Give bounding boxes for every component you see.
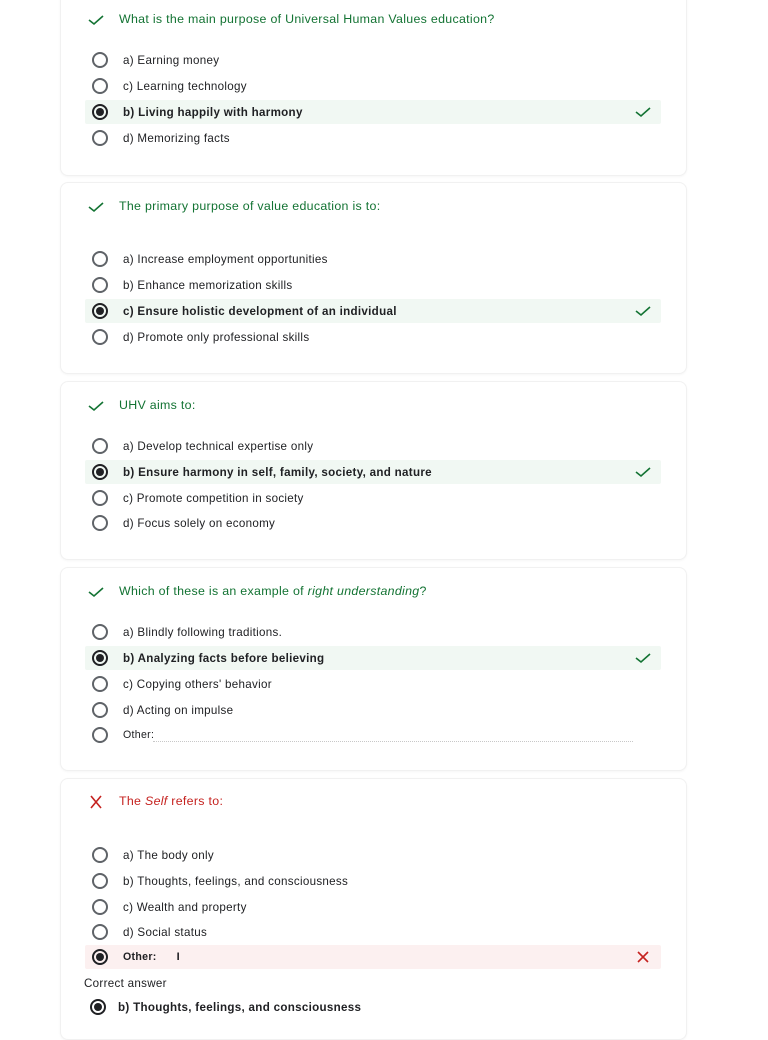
correct-check-icon: [87, 200, 105, 214]
option-radio[interactable]: [85, 869, 661, 893]
question-card: [60, 778, 687, 1040]
radio-button[interactable]: [92, 438, 108, 454]
radio-button[interactable]: [92, 727, 108, 743]
option-label: d) Social status: [123, 925, 208, 939]
question-title: What is the main purpose of Universal Human Values education?: [119, 12, 495, 26]
option-radio-other-selected[interactable]: [85, 945, 661, 969]
incorrect-x-icon: [635, 950, 651, 964]
radio-button[interactable]: [92, 899, 108, 915]
correct-check-icon: [87, 399, 105, 413]
radio-button[interactable]: [92, 676, 108, 692]
option-label: a) Blindly following traditions.: [123, 625, 283, 639]
option-label: b) Analyzing facts before believing: [123, 651, 325, 665]
other-text-input[interactable]: [153, 741, 633, 742]
radio-button[interactable]: [92, 329, 108, 345]
radio-button-selected[interactable]: [92, 104, 108, 120]
question-card: [60, 0, 687, 176]
option-radio[interactable]: [85, 620, 661, 644]
correct-check-icon: [87, 13, 105, 27]
radio-button-selected[interactable]: [92, 303, 108, 319]
question-title-text: Which of these is an example of: [119, 584, 308, 598]
option-radio[interactable]: [85, 920, 661, 944]
option-label: b) Ensure harmony in self, family, society, and nature: [123, 465, 432, 479]
option-radio[interactable]: [85, 895, 661, 919]
option-label: b) Thoughts, feelings, and consciousness: [123, 874, 349, 888]
radio-button[interactable]: [92, 515, 108, 531]
radio-button[interactable]: [92, 924, 108, 940]
option-radio[interactable]: [85, 247, 661, 271]
option-label: a) Increase employment opportunities: [123, 252, 328, 266]
question-title-text: ?: [419, 584, 427, 598]
option-radio[interactable]: [85, 273, 661, 297]
option-label: d) Promote only professional skills: [123, 330, 310, 344]
question-title-text: The: [119, 794, 145, 808]
option-radio[interactable]: [85, 672, 661, 696]
correct-check-icon: [87, 585, 105, 599]
radio-button[interactable]: [92, 702, 108, 718]
option-label: c) Learning technology: [123, 79, 247, 93]
radio-button[interactable]: [92, 78, 108, 94]
question-title: [119, 584, 427, 598]
incorrect-x-icon: [87, 795, 105, 809]
correct-check-icon: [635, 465, 651, 479]
radio-button[interactable]: [92, 624, 108, 640]
option-label: b) Living happily with harmony: [123, 105, 303, 119]
option-radio[interactable]: [85, 486, 661, 510]
option-radio-selected[interactable]: [85, 100, 661, 124]
option-label: a) The body only: [123, 848, 214, 862]
radio-button-selected: [90, 999, 106, 1015]
option-label: c) Copying others' behavior: [123, 677, 272, 691]
option-label: b) Enhance memorization skills: [123, 278, 293, 292]
radio-button-selected[interactable]: [92, 650, 108, 666]
option-label: b) Thoughts, feelings, and consciousness: [118, 1000, 362, 1014]
question-card: [60, 381, 687, 560]
radio-button[interactable]: [92, 52, 108, 68]
correct-check-icon: [635, 105, 651, 119]
option-radio[interactable]: [85, 843, 661, 867]
option-radio[interactable]: [85, 126, 661, 150]
option-radio[interactable]: [85, 511, 661, 535]
radio-button[interactable]: [92, 130, 108, 146]
radio-button[interactable]: [92, 873, 108, 889]
question-card: [60, 567, 687, 771]
question-title-emphasis: right understanding: [307, 584, 420, 598]
question-title: The primary purpose of value education is to:: [119, 199, 381, 213]
option-label: Other:: [123, 729, 155, 741]
radio-button[interactable]: [92, 490, 108, 506]
question-card: [60, 182, 687, 374]
radio-button[interactable]: [92, 847, 108, 863]
radio-button[interactable]: [92, 251, 108, 267]
option-radio-selected[interactable]: [85, 299, 661, 323]
radio-button-selected[interactable]: [92, 464, 108, 480]
correct-check-icon: [635, 651, 651, 665]
correct-answer-heading: Correct answer: [84, 977, 167, 990]
radio-button[interactable]: [92, 277, 108, 293]
option-radio-other[interactable]: [85, 723, 661, 747]
question-title-text: refers to:: [167, 794, 224, 808]
option-radio-selected[interactable]: [85, 646, 661, 670]
option-label: c) Ensure holistic development of an individual: [123, 304, 397, 318]
option-radio[interactable]: [85, 48, 661, 72]
option-label: Other:: [123, 951, 157, 963]
option-label: c) Promote competition in society: [123, 491, 304, 505]
correct-check-icon: [635, 304, 651, 318]
option-radio[interactable]: [85, 74, 661, 98]
option-label: d) Acting on impulse: [123, 703, 234, 717]
other-answer-value: I: [176, 951, 180, 963]
option-radio-selected[interactable]: [85, 460, 661, 484]
question-title: UHV aims to:: [119, 398, 196, 412]
radio-button-selected[interactable]: [92, 949, 108, 965]
option-radio[interactable]: [85, 434, 661, 458]
option-label: a) Develop technical expertise only: [123, 439, 314, 453]
option-label: d) Memorizing facts: [123, 131, 230, 145]
option-radio[interactable]: [85, 325, 661, 349]
question-title-emphasis: Self: [145, 794, 168, 808]
correct-answer-option: [83, 995, 659, 1019]
question-title: [119, 794, 223, 808]
option-label: d) Focus solely on economy: [123, 516, 276, 530]
option-label: a) Earning money: [123, 53, 220, 67]
option-label: c) Wealth and property: [123, 900, 247, 914]
option-radio[interactable]: [85, 698, 661, 722]
